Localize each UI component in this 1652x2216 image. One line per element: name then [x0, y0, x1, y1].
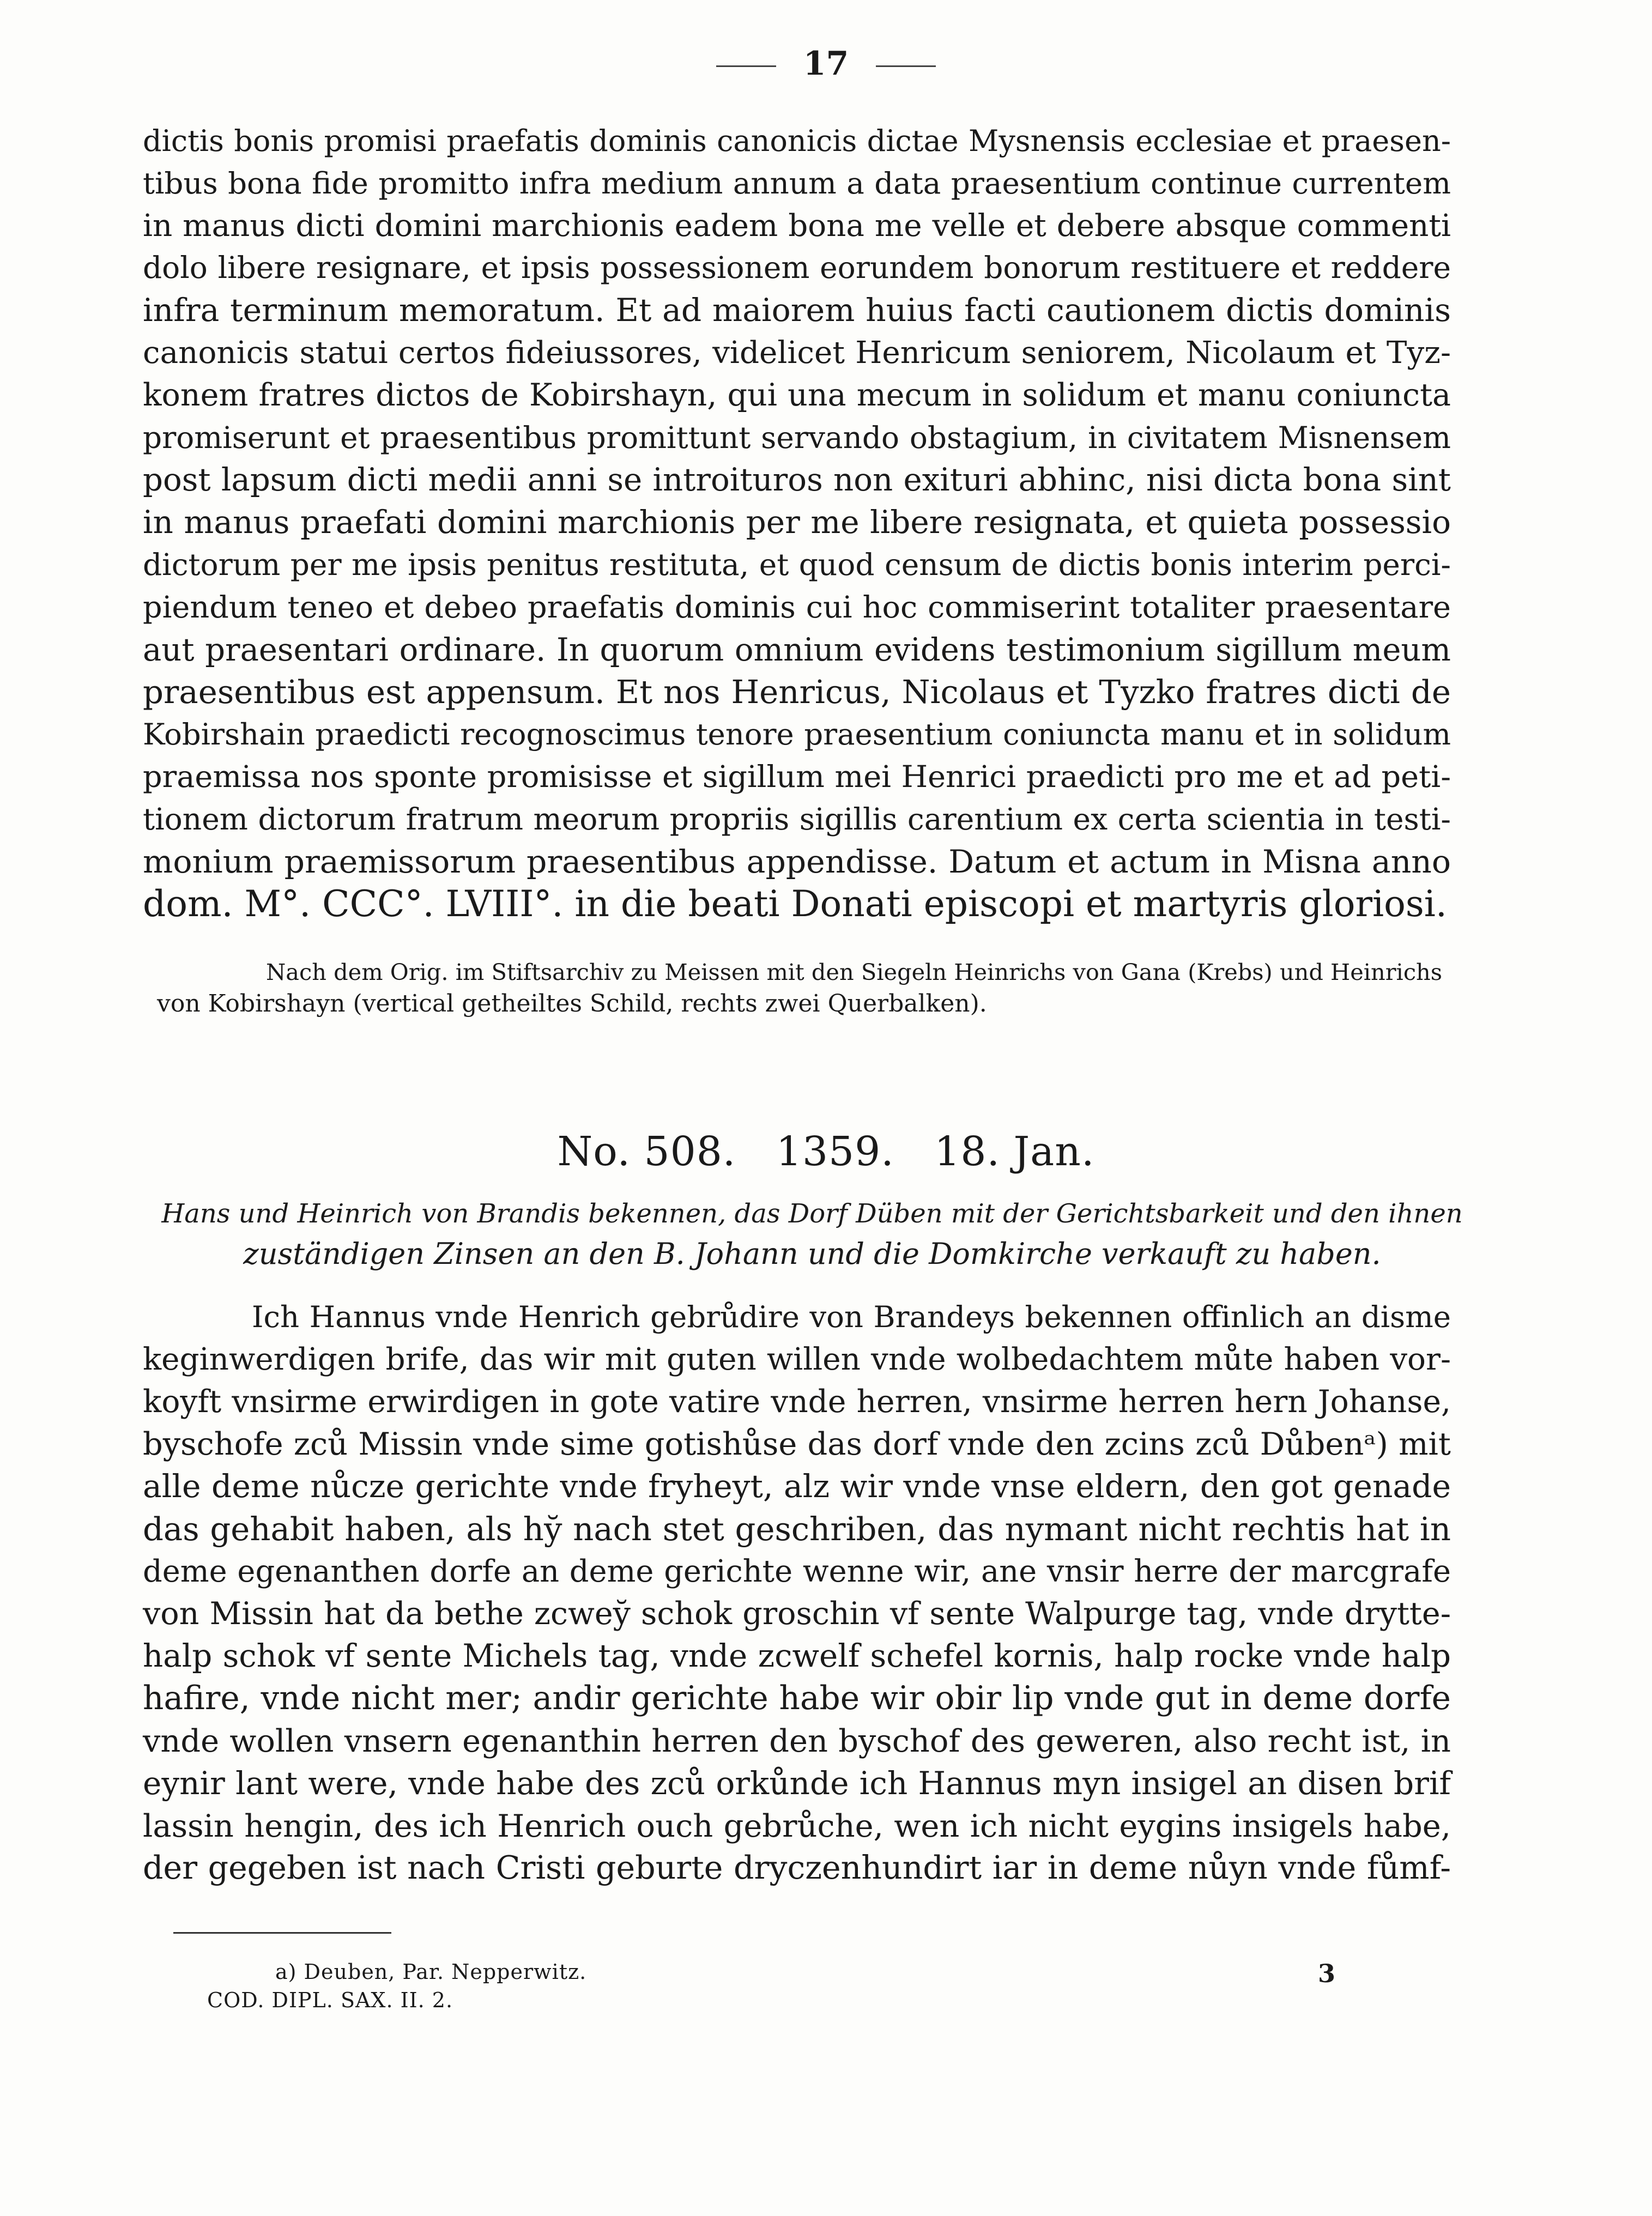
- footnote-rule: [173, 1932, 391, 1934]
- text-line: in manus dicti domini marchionis eadem bona me velle et debere absque commenti: [143, 208, 1451, 244]
- text-line: vnde wollen vnsern egenanthin herren den byschof des geweren, also recht ist, in: [143, 1722, 1451, 1759]
- note-line: von Kobirshayn (vertical getheiltes Schild, rechts zwei Querbalken).: [157, 990, 987, 1018]
- page-number: 17: [0, 45, 1652, 83]
- text-line: dictis bonis promisi praefatis dominis canonicis dictae Mysnensis ecclesiae et praesen-: [143, 124, 1451, 158]
- text-line: eynir lant were, vnde habe des zců orkůnde ich Hannus myn insigel an disen brif: [143, 1764, 1451, 1802]
- text-line: piendum teneo et debeo praefatis dominis cui hoc commiserint totaliter praesentare: [143, 589, 1451, 625]
- text-line: Ich Hannus vnde Henrich gebrůdire von Brandeys bekennen offinlich an disme: [252, 1299, 1451, 1334]
- document-heading: No. 508. 1359. 18. Jan.: [557, 1128, 1095, 1175]
- text-line: dictorum per me ipsis penitus restituta, et quod censum de dictis bonis interim perci-: [143, 547, 1451, 582]
- page-number-rule-right: [876, 65, 936, 67]
- document-summary: [158, 1194, 1466, 1274]
- text-line: hafire, vnde nicht mer; andir gerichte habe wir obir lip vnde gut in deme dorfe: [143, 1680, 1451, 1718]
- footnote: a) Deuben, Par. Nepperwitz.: [275, 1960, 587, 1984]
- text-line: halp schok vf sente Michels tag, vnde zcwelf schefel kornis, halp rocke vnde halp: [143, 1637, 1451, 1675]
- text-line: monium praemissorum praesentibus appendisse. Datum et actum in Misna anno: [143, 843, 1451, 880]
- carryover-text: [143, 120, 1451, 925]
- text-line: post lapsum dicti medii anni se introituros non exituri abhinc, nisi dicta bona sint: [143, 461, 1451, 499]
- text-line: promiserunt et praesentibus promittunt servando obstagium, in civitatem Misnensem: [143, 420, 1451, 455]
- text-line: dolo libere resignare, et ipsis possessionem eorundem bonorum restituere et reddere: [143, 250, 1451, 286]
- note-line: Nach dem Orig. im Stiftsarchiv zu Meissen mit den Siegeln Heinrichs von Gana (Krebs) und Heinrichs: [266, 959, 1443, 985]
- text-line: tibus bona fide promitto infra medium annum a data praesentium continue currentem: [143, 165, 1451, 201]
- sheet-number: 3: [1318, 1959, 1336, 1988]
- charter-text: [143, 1296, 1451, 1890]
- text-line: lassin hengin, des ich Henrich ouch gebrůche, wen ich nicht eygins insigels habe,: [143, 1807, 1451, 1844]
- text-line: alle deme nůcze gerichte vnde fryheyt, alz wir vnde vnse eldern, den got genade: [143, 1468, 1451, 1505]
- text-line: keginwerdigen brife, das wir mit guten willen vnde wolbedachtem můte haben vor-: [143, 1341, 1451, 1377]
- text-line: tionem dictorum fratrum meorum propriis sigillis carentium ex certa scientia in testi-: [143, 801, 1451, 837]
- source-note: [157, 956, 1449, 1020]
- text-line: canonicis statui certos fideiussores, videlicet Henricum seniorem, Nicolaum et Tyz-: [143, 335, 1451, 371]
- text-line: deme egenanthen dorfe an deme gerichte wenne wir, ane vnsir herre der marcgrafe: [143, 1553, 1451, 1589]
- text-line: koyft vnsirme erwirdigen in gote vatire vnde herren, vnsirme herren hern Johanse,: [143, 1383, 1451, 1420]
- text-line: von Missin hat da bethe zcwey̆ schok groschin vf sente Walpurge tag, vnde drytte-: [143, 1595, 1451, 1632]
- text-line: infra terminum memoratum. Et ad maiorem huius facti cautionem dictis dominis: [143, 292, 1451, 329]
- text-line: Kobirshain praedicti recognoscimus tenore praesentium coniuncta manu et in solidum: [143, 717, 1451, 752]
- text-line: aut praesentari ordinare. In quorum omnium evidens testimonium sigillum meum: [143, 631, 1451, 668]
- text-line: in manus praefati domini marchionis per me libere resignata, et quieta possessio: [143, 504, 1451, 541]
- text-line: praemissa nos sponte promisisse et sigillum mei Henrici praedicti pro me et ad peti-: [143, 759, 1451, 795]
- text-line: praesentibus est appensum. Et nos Henricus, Nicolaus et Tyzko fratres dicti de: [143, 673, 1451, 711]
- summary-line: Hans und Heinrich von Brandis bekennen, das Dorf Düben mit der Gerichtsbarkeit und den ihnen: [161, 1198, 1463, 1229]
- text-line: byschofe zců Missin vnde sime gotishůse das dorf vnde den zcins zců Důbenᵃ) mit: [143, 1426, 1451, 1463]
- text-line: konem fratres dictos de Kobirshayn, qui una mecum in solidum et manu coniuncta: [143, 377, 1451, 413]
- signature-mark: COD. DIPL. SAX. II. 2.: [207, 1988, 453, 2012]
- summary-line: zuständigen Zinsen an den B. Johann und die Domkirche verkauft zu haben.: [243, 1237, 1381, 1271]
- text-line: das gehabit haben, als hy̆ nach stet geschriben, das nymant nicht rechtis hat in: [143, 1510, 1451, 1548]
- page-number-rule-left: [716, 65, 776, 67]
- text-line: dom. M°. CCC°. LVIII°. in die beati Donati episcopi et martyris gloriosi.: [143, 883, 1447, 925]
- text-line: der gegeben ist nach Cristi geburte dryczenhundirt iar in deme nůyn vnde fůmf-: [143, 1849, 1451, 1887]
